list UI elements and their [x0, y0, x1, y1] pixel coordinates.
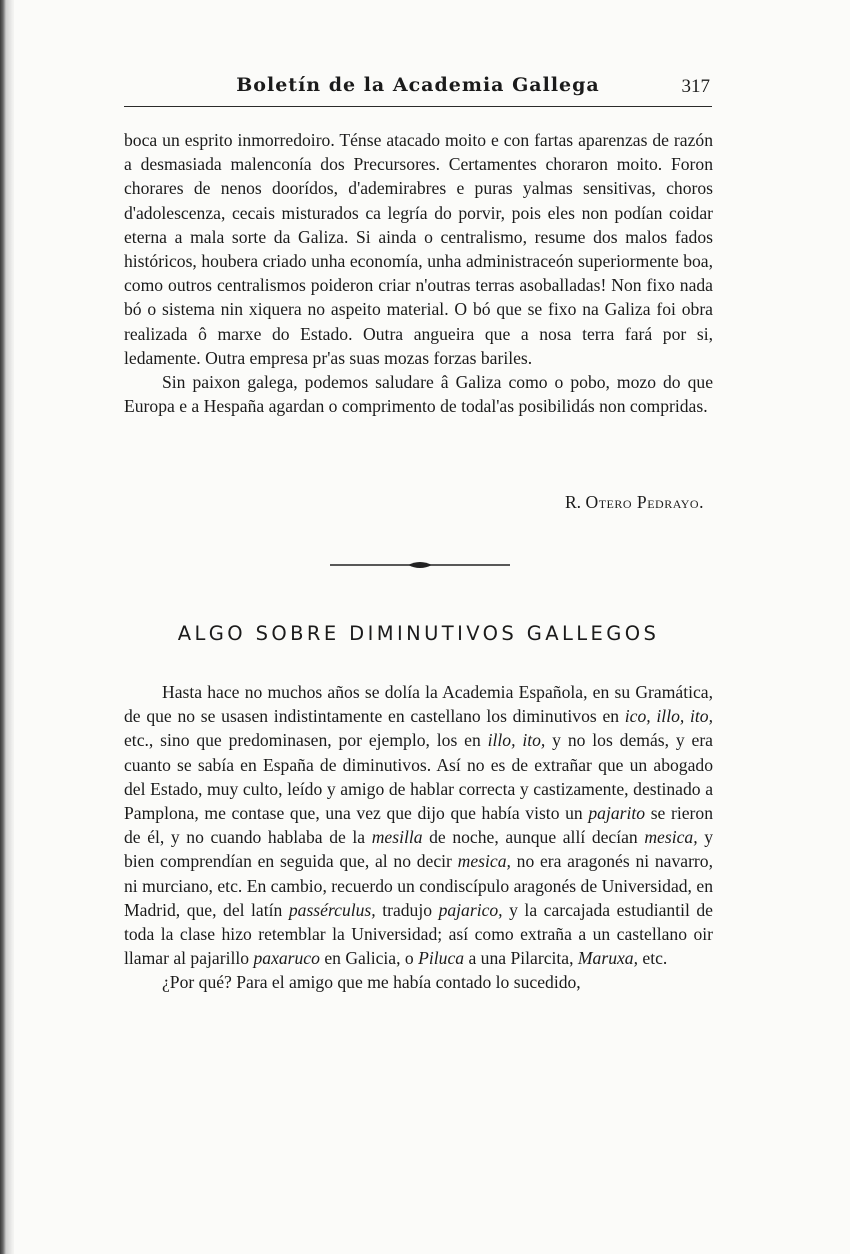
italic-term: pajarico, [438, 899, 503, 920]
italic-term: passérculus, [288, 899, 376, 920]
text-run: de noche, aunque allí decían [422, 827, 645, 848]
article-otero-pedrayo-ending [124, 128, 713, 418]
paragraph [124, 680, 713, 970]
ornament-divider-icon [330, 558, 510, 572]
italic-term: paxaruco [253, 948, 320, 969]
paragraph: boca un esprito inmorredoiro. Ténse atacado moito e con fartas aparenzas de razón a desmasiada malenconía dos Precursores. Certamentes choraron moito. Foron chorares de nenos doorídos, d'ademirabres e puras yalmas sensitivas, choros d'adolescenza, cecais misturados ca legría do porvir, pois eles non podían coidar eterna a mala sorte da Galiza. Si ainda o centralismo, resume dos malos fados históricos, houbera criado unha economía, unha administraceón superiormente boa, como outros centralismos poideron criar n'outras terras asoballadas! Non fixo nada bó o sistema nin xiquera no aspeito material. O bó que se fixo na Galiza foi obra realizada ô marxe do Estado. Outra angueira que a nosa terra fará por si, ledamente. Outra empresa pr'as suas mozas forzas bariles. [124, 130, 713, 368]
paragraph: Sin paixon galega, podemos saludare â Galiza como o pobo, mozo do que Europa e a Hespaña agardan o comprimento de todal'as posibilidás non compridas. [124, 372, 713, 417]
section-title: ALGO SOBRE DIMINUTIVOS GALLEGOS [177, 622, 660, 645]
text-run: Hasta hace no muchos años se dolía la Academia Española, en su Gramática, de que no se usasen indistintamente en castellano los diminutivos en [124, 682, 713, 727]
text-run: y bien comprendían en seguida que, al no decir [124, 827, 714, 872]
text-run: tradujo [375, 899, 439, 920]
italic-term: mesica, [644, 827, 698, 848]
signature-initial: R. [564, 492, 582, 512]
signature-name: Otero Pedrayo. [585, 492, 704, 512]
paragraph: ¿Por qué? Para el amigo que me había contado lo sucedido, [162, 972, 581, 993]
italic-term: illo, ito, [487, 730, 546, 751]
author-signature [565, 492, 704, 513]
text-run: etc., sino que predominasen, por ejemplo, los en [124, 730, 488, 751]
italic-term: Piluca [418, 948, 465, 969]
journal-title: Boletín de la Academia Gallega [236, 74, 600, 96]
italic-term: pajarito [588, 803, 646, 824]
page-number: 317 [681, 76, 710, 97]
italic-term: mesilla [371, 827, 423, 848]
text-run: se rieron de él, y no cuando hablaba de la [124, 803, 713, 848]
article-diminutivos [124, 680, 713, 995]
text-run: a una Pilarcita, [464, 948, 578, 969]
text-run: y no los demás, y era cuanto se sabía en España de diminutivos. Así no es de extrañar que un abogado del Estado, muy culto, leído y amigo de hablar correcta y castizamente, destinado a Pamplona, me contase que, una vez que dijo que había visto un [124, 730, 713, 824]
text-run: etc. [638, 948, 668, 969]
running-header [124, 72, 712, 107]
italic-term: ico, illo, ito, [624, 706, 713, 727]
text-run: no era aragonés ni navarro, ni murciano, etc. En cambio, recuerdo un condiscípulo aragonés de Universidad, en Madrid, que, del latín [124, 851, 713, 920]
italic-term: mesica, [457, 851, 511, 872]
text-run: en Galicia, o [319, 948, 419, 969]
italic-term: Maruxa, [577, 948, 638, 969]
text-run: y la carcajada estudiantil de toda la clase hizo retemblar la Universidad; así como extraña a un castellano oir llamar al pajarillo [124, 899, 713, 969]
